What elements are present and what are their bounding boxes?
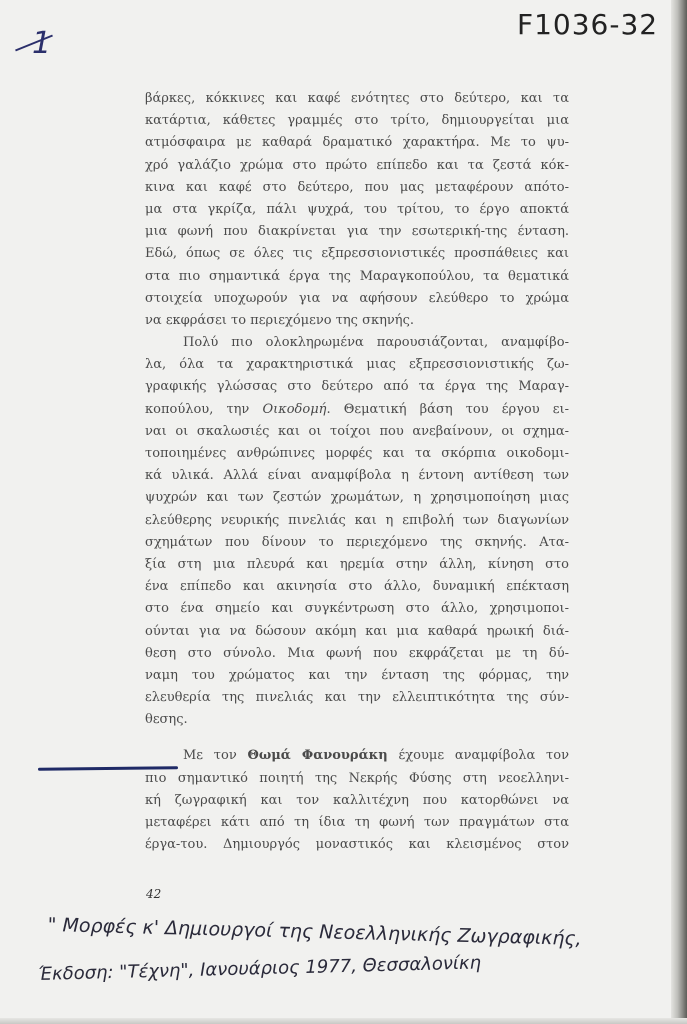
handwritten-citation-line-2: Έκδοση: "Τέχνη", Ιανουάριος 1977, Θεσσαλονίκη [38, 952, 482, 985]
text-fragment: κοπούλου, την [145, 401, 263, 417]
text-line: στα πιο σημαντικά έργα της Μαραγκοπούλου, τα θεματικά [145, 268, 569, 284]
text-line: στο ένα σημείο και συγκέντρωση στο άλλο, χρησιμοποι- [145, 601, 569, 617]
text-line: Πολύ πιο ολοκληρωμένα παρουσιάζονται, αναμφίβο- [183, 335, 569, 351]
text-line: ναμη του χρώματος και την ένταση της φόρμας, την [145, 667, 569, 683]
text-line [145, 399, 569, 421]
artwork-title: Οικοδομή [262, 401, 327, 417]
text-line: χρό γαλάζιο χρώμα στο πρώτο επίπεδο και τα ζεστά κόκ- [145, 157, 569, 173]
text-line: ούνται για να δώσουν ακόμη και μια καθαρά ηρωική διά- [145, 623, 569, 639]
text-line: ναι οι σκαλωσιές και οι τοίχοι που ανεβαίνουν, οι σχημα- [145, 423, 569, 439]
artist-name: Θωμά Φανουράκη [247, 748, 388, 764]
text-line: έργα-του. Δημιουργός μοναστικός και κλεισμένος στον [145, 837, 569, 853]
paragraph-1 [145, 88, 569, 332]
archive-code: F1036-32 [517, 8, 659, 41]
paragraph-3 [145, 745, 569, 856]
text-line: γραφικής γλώσσας στο δεύτερο από τα έργα της Μαραγ- [145, 379, 569, 395]
text-line: στοιχεία υποχωρούν για να αφήσουν ελεύθερο το χρώμα [145, 290, 569, 306]
text-line: να εκφράσει το περιεχόμενο της σκηνής. [145, 312, 414, 328]
text-line: κά υλικά. Αλλά είναι αναμφίβολα η έντονη αντίθεση των [145, 468, 569, 484]
text-line: κινα και καφέ στο δεύτερο, που μας μεταφέρουν απότο- [145, 179, 569, 195]
text-line: μια φωνή που διακρίνεται για την εσωτερική-της ένταση. [145, 224, 569, 240]
text-line: ψυχρών και των ζεστών χρωμάτων, η χρησιμοποίηση μιας [145, 490, 569, 506]
text-line: λα, όλα τα χαρακτηριστικά μιας εξπρεσσιονιστικής ζω- [145, 357, 569, 373]
text-fragment: Με τον [183, 748, 248, 764]
text-line: μεταφέρει κάτι από τη ίδια τη φωνή των πραγμάτων στα [145, 815, 569, 830]
page-number: 42 [146, 887, 162, 901]
text-line: ατμόσφαιρα με καθαρά δραματικό χαρακτήρα. Με το ψυ- [145, 135, 569, 151]
paragraph-2 [145, 332, 569, 731]
text-fragment: έχουμε αναμφίβολα τον [387, 748, 569, 764]
text-line: θεση στο σύνολο. Μια φωνή που εκφράζεται με τη δύ- [145, 645, 569, 661]
text-line: πιο σημαντικό ποιητή της Νεκρής Φύσης στη νεοελληνι- [145, 770, 569, 786]
text-line: σχημάτων που δίνουν το περιεχόμενο της σκηνής. Ατα- [145, 534, 569, 550]
text-line: ξία στη μια πλευρά και ηρεμία στην άλλη, κίνηση στο [145, 556, 569, 572]
body-text [145, 88, 569, 856]
page-edge-shadow [671, 0, 687, 1024]
text-line: Εδώ, όπως σε όλες τις εξπρεσσιονιστικές προσπάθειες και [145, 246, 569, 262]
text-line: μα στα γκρίζα, πάλι ψυχρά, του τρίτου, το έργο αποκτά [145, 201, 569, 217]
text-line: βάρκες, κόκκινες και καφέ ενότητες στο δεύτερο, και τα [145, 91, 569, 106]
handwritten-citation-line-1: " Μορφές κ' Δημιουργοί της Νεοελληνικής Ζωγραφικής, [47, 914, 582, 950]
text-line: κατάρτια, κάθετες γραμμές στο τρίτο, δημιουργείται μια [145, 113, 569, 129]
text-fragment: . Θεματική βάση του έργου ει- [326, 401, 569, 417]
text-line: ελευθερία της πινελιάς και την ελλειπτικότητα της σύν- [145, 690, 569, 706]
text-line: θεσης. [145, 712, 188, 728]
text-line: ελεύθερης νευρικής πινελιάς και η επιβολή των διαγωνίων [145, 512, 569, 528]
page-bottom-edge [0, 1018, 687, 1024]
paragraph-gap [145, 731, 569, 745]
text-line: ένα επίπεδο και ακινησία στο άλλο, δυναμική επέκταση [145, 579, 569, 595]
text-line: κή ζωγραφική και τον καλλιτέχνη που κατορθώνει να [145, 792, 569, 808]
handwritten-page-mark: 1 [32, 26, 52, 61]
text-line: τοποιημένες ανθρώπινες μορφές και τα σκόρπια οικοδομι- [145, 446, 569, 461]
text-line [145, 745, 569, 767]
